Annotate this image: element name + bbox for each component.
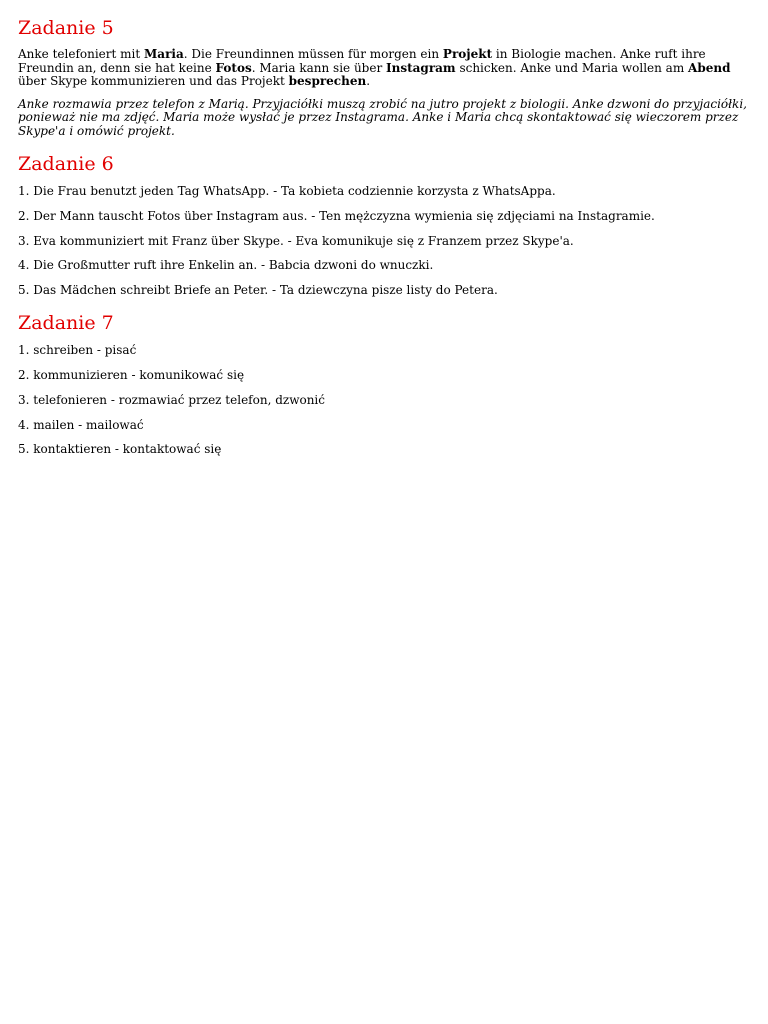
- list-item: 3. telefonieren - rozmawiać przez telefon, dzwonić: [18, 392, 325, 407]
- keyword-bold: Projekt: [442, 47, 493, 61]
- text-run: Anke telefoniert mit: [18, 47, 145, 61]
- section-zadanie-7: [18, 311, 748, 456]
- section-title: Zadanie 5: [18, 17, 114, 39]
- keyword-bold: Abend: [688, 60, 731, 75]
- keyword-bold: besprechen: [288, 74, 367, 88]
- text-run: über Skype kommunizieren und das Projekt: [18, 74, 289, 88]
- list-item: 5. Das Mädchen schreibt Briefe an Peter. - Ta dziewczyna pisze listy do Petera.: [18, 283, 498, 298]
- keyword-bold: Maria: [144, 47, 184, 61]
- text-run: schicken. Anke und Maria wollen am: [455, 60, 689, 75]
- keyword-bold: Fotos: [215, 60, 252, 75]
- section-zadanie-6: [18, 152, 748, 297]
- list-item: 2. kommunizieren - komunikować się: [18, 367, 245, 382]
- keyword-bold: Instagram: [386, 60, 456, 75]
- list-item: 2. Der Mann tauscht Fotos über Instagram aus. - Ten mężczyzna wymienia się zdjęciami na Instagramie.: [18, 208, 655, 223]
- text-run: in Biologie machen. Anke ruft ihre Freundin an, denn sie hat keine: [18, 47, 706, 75]
- german-paragraph: [18, 48, 748, 89]
- list-item: 1. Die Frau benutzt jeden Tag WhatsApp. - Ta kobieta codziennie korzysta z WhatsAppa.: [18, 184, 556, 198]
- list-item: 5. kontaktieren - kontaktować się: [18, 442, 222, 457]
- list-item: 4. mailen - mailować: [18, 417, 144, 432]
- list-item: 3. Eva kommuniziert mit Franz über Skype. - Eva komunikuje się z Franzem przez Skype'a.: [18, 233, 574, 248]
- list-item: 4. Die Großmutter ruft ihre Enkelin an. - Babcia dzwoni do wnuczki.: [18, 258, 434, 273]
- list-item: 1. schreiben - pisać: [18, 343, 137, 358]
- section-title: Zadanie 7: [18, 312, 114, 335]
- text-run: . Maria kann sie über: [251, 60, 387, 75]
- section-title: Zadanie 6: [18, 153, 114, 175]
- text-run: . Die Freundinnen müssen für morgen ein: [183, 47, 443, 61]
- section-zadanie-5: [18, 16, 748, 138]
- polish-translation: Anke rozmawia przez telefon z Marią. Przyjaciółki muszą zrobić na jutro projekt z biologii. Anke dzwoni do przyjaciółki, ponieważ nie ma zdjęć. Maria może wysłać je przez Instagrama. Anke i Maria chcą skontaktować się wieczorem przez Skype'a i omówić projekt.: [18, 96, 747, 138]
- text-run: .: [366, 74, 371, 88]
